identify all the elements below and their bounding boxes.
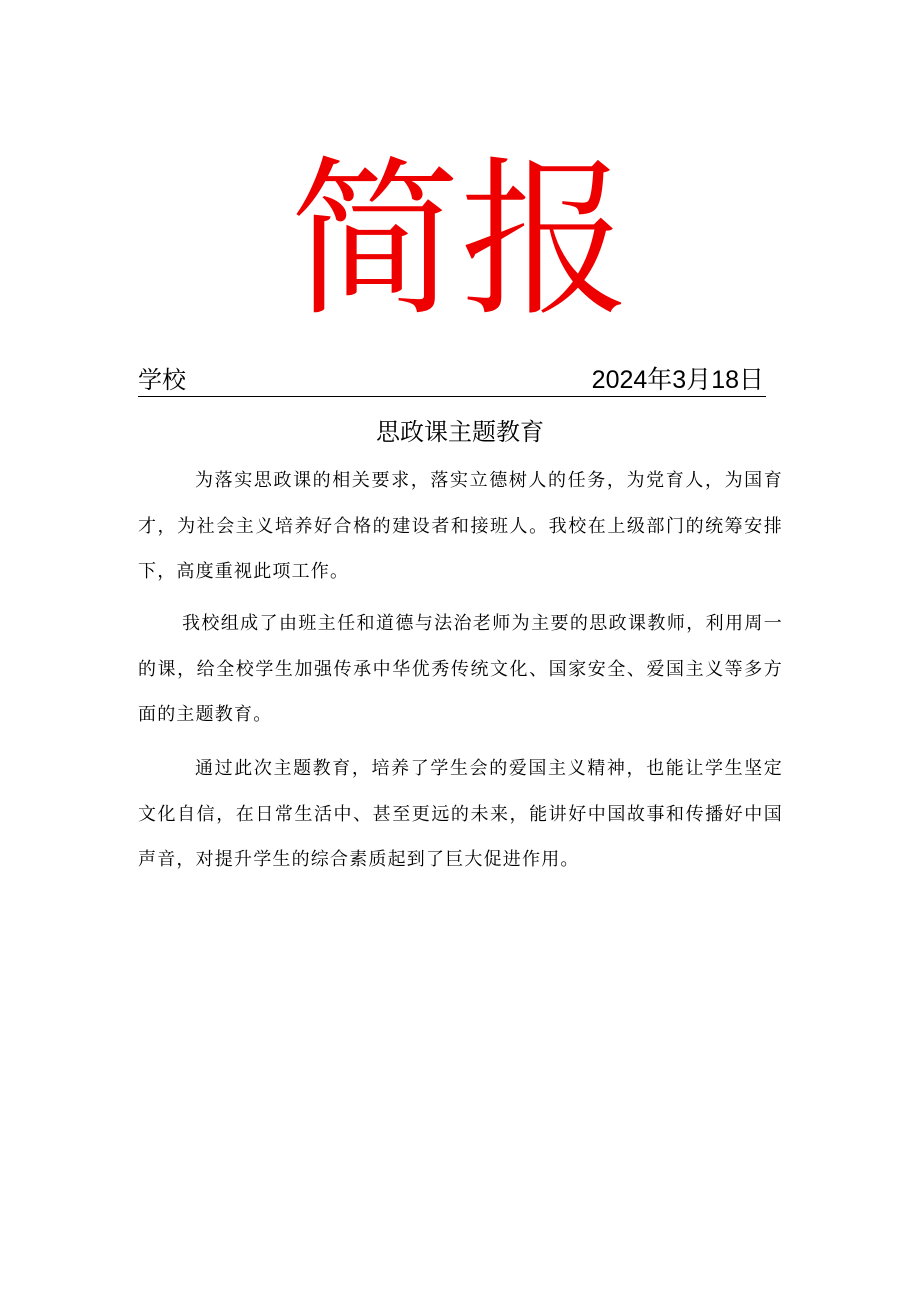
paragraph-1: 为落实思政课的相关要求，落实立德树人的任务，为党育人，为国育才，为社会主义培养好合格的建设者和接班人。我校在上级部门的统筹安排下，高度重视此项工作。 [138, 470, 783, 582]
paragraph-2: 我校组成了由班主任和道德与法治老师为主要的思政课教师，利用周一的课，给全校学生加强传承中华优秀传统文化、国家安全、爱国主义等多方面的主题教育。 [138, 613, 783, 725]
masthead-title: 简报 [289, 142, 630, 340]
article-title: 思政课主题教育 [376, 418, 544, 446]
paragraph-3: 通过此次主题教育，培养了学生会的爱国主义精神，也能让学生坚定文化自信，在日常生活中、甚至更远的未来，能讲好中国故事和传播好中国声音，对提升学生的综合素质起到了巨大促进作用。 [138, 758, 783, 870]
school-label: 学校 [138, 366, 186, 394]
date-label: 2024年3月18日 [591, 366, 764, 394]
info-line [138, 364, 766, 397]
